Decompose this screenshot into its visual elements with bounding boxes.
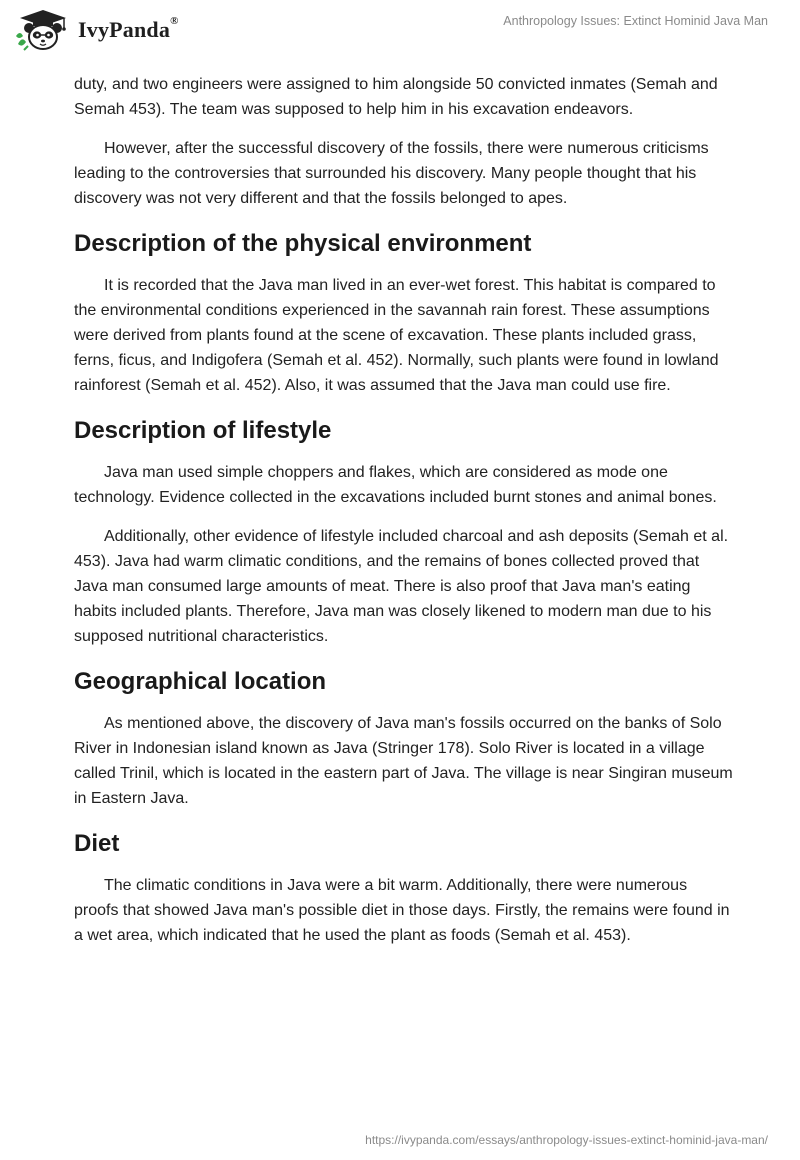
- paragraph: The climatic conditions in Java were a bit warm. Additionally, there were numerous proofs that showed Java man's possible diet in those days. Firstly, the remains were found in a wet area, which indicated that he used the plant as foods (Semah et al. 453).: [74, 877, 730, 944]
- paragraph: As mentioned above, the discovery of Java man's fossils occurred on the banks of Solo River in Indonesian island known as Java (Stringer 178). Solo River is located in a village called Trinil, which is located in the eastern part of Java. The village is near Singiran museum in Eastern Java.: [74, 715, 733, 807]
- page-header: [0, 0, 800, 70]
- section-heading-environment: Description of the physical environment: [74, 230, 532, 257]
- essay-content: [74, 72, 734, 962]
- panda-mascot-icon: [14, 8, 72, 52]
- section-heading-geography: Geographical location: [74, 668, 327, 695]
- paragraph: However, after the successful discovery of the fossils, there were numerous criticisms leading to the controversies that surrounded his discovery. Many people thought that his discovery was not very different and that the fossils belonged to apes.: [74, 140, 709, 207]
- source-url[interactable]: https://ivypanda.com/essays/anthropology-issues-extinct-hominid-java-man/: [365, 1133, 768, 1147]
- document-title: Anthropology Issues: Extinct Hominid Java Man: [503, 14, 768, 28]
- paragraph: Java man used simple choppers and flakes, which are considered as mode one technology. Evidence collected in the excavations included burnt stones and animal bones.: [74, 464, 717, 506]
- brand-name: IvyPanda®: [78, 15, 179, 42]
- paragraph: duty, and two engineers were assigned to him alongside 50 convicted inmates (Semah and Semah 453). The team was supposed to help him in his excavation endeavors.: [74, 76, 718, 118]
- section-heading-diet: Diet: [74, 830, 120, 857]
- paragraph: It is recorded that the Java man lived in an ever-wet forest. This habitat is compared to the environmental conditions experienced in the savannah rain forest. These assumptions were derived from plants found at the scene of excavation. These plants included grass, ferns, ficus, and Indigofera (Semah et al. 452). Normally, such plants were found in lowland rainforest (Semah et al. 452). Also, it was assumed that the Java man could use fire.: [74, 277, 719, 394]
- paragraph: Additionally, other evidence of lifestyle included charcoal and ash deposits (Semah et al. 453). Java had warm climatic conditions, and the remains of bones collected proved that Java man consumed large amounts of meat. There is also proof that Java man's eating habits included plants. Therefore, Java man was closely likened to modern man due to his supposed nutritional characteristics.: [74, 528, 729, 645]
- ivypanda-logo[interactable]: [14, 8, 179, 52]
- section-heading-lifestyle: Description of lifestyle: [74, 417, 332, 444]
